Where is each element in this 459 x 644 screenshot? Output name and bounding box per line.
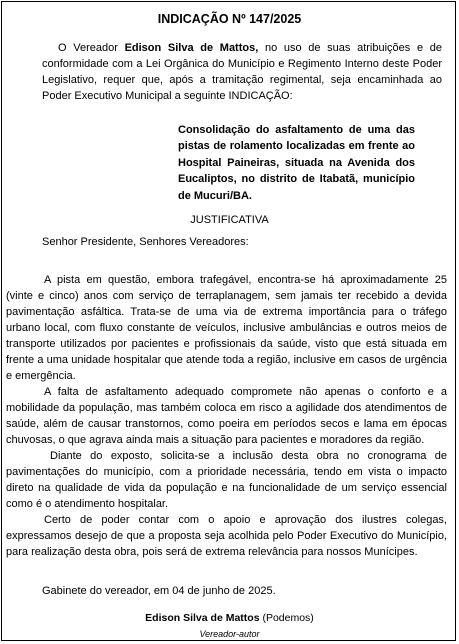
signer-name: Edison Silva de Mattos [145, 612, 260, 624]
justification-paragraph-3: Diante do exposto, solicita-se a inclusão desta obra no cronograma de pavimentações do município, com a prioridade necessária, tendo em vista o impacto direto na qualidade de vida da população e na funcionalidade de um serviço essencial como é o atendimento hospitalar. [6, 450, 447, 510]
intro-text-rest: no uso de suas atribuições e de conformidade com a Lei Orgânica do Município e Regimento Interno deste Poder Legislativo, requer que, após a tramitação regimental, seja encaminhada ao Poder Executivo Municipal a seguinte INDICAÇÃO: [42, 42, 442, 102]
intro-text-start: O Vereador [58, 42, 125, 54]
date-line: Gabinete do vereador, em 04 de junho de 2025. [42, 585, 276, 597]
indication-subject: Consolidação do asfaltamento de uma das pistas de rolamento localizadas em frente ao Hospital Paineiras, situada na Avenida dos Eucaliptos, no distrito de Itabatã, município de Mucuri/BA. [178, 124, 415, 202]
justification-paragraph-2: A falta de asfaltamento adequado compromete não apenas o conforto e a mobilidade da população, mas também coloca em risco a agilidade dos atendimentos de saúde, além de causar transtornos, como poeira em períodos secos e lama em épocas chuvosas, o que agrava ainda mais a situação para pacientes e moradores da região. [6, 386, 447, 446]
signature-name [2, 612, 457, 624]
document-page [1, 1, 456, 641]
justification-paragraph-1: A pista em questão, embora trafegável, encontra-se há aproximadamente 25 (vinte e cinco) anos com serviço de terraplanagem, sem jamais ter recebido a devida pavimentação asfáltica. Trata-se de uma via de extrema importância para o tráfego urbano local, com fluxo constante de veículos, inclusive ambulâncias e outros meios de transporte utilizados por pacientes e profissionais da saúde, visto que está situada em frente a uma unidade hospitalar que atende toda a região, inclusive em casos de urgência e emergência. [6, 274, 447, 382]
salutation: Senhor Presidente, Senhores Vereadores: [42, 236, 249, 248]
document-title: INDICAÇÃO Nº 147/2025 [157, 12, 302, 26]
justification-heading: JUSTIFICATIVA [190, 214, 269, 226]
signature-role: Vereador-autor [199, 629, 260, 639]
intro-paragraph [42, 40, 442, 104]
author-name: Edison Silva de Mattos, [124, 42, 259, 54]
justification-paragraph-4: Certo de poder contar com o apoio e aprovação dos ilustres colegas, expressamos desejo de que a proposta seja acolhida pelo Poder Executivo do Município, para realização desta obra, pois será de extrema relevância para nossos Munícipes. [6, 514, 447, 558]
signer-party: (Podemos) [259, 612, 314, 624]
